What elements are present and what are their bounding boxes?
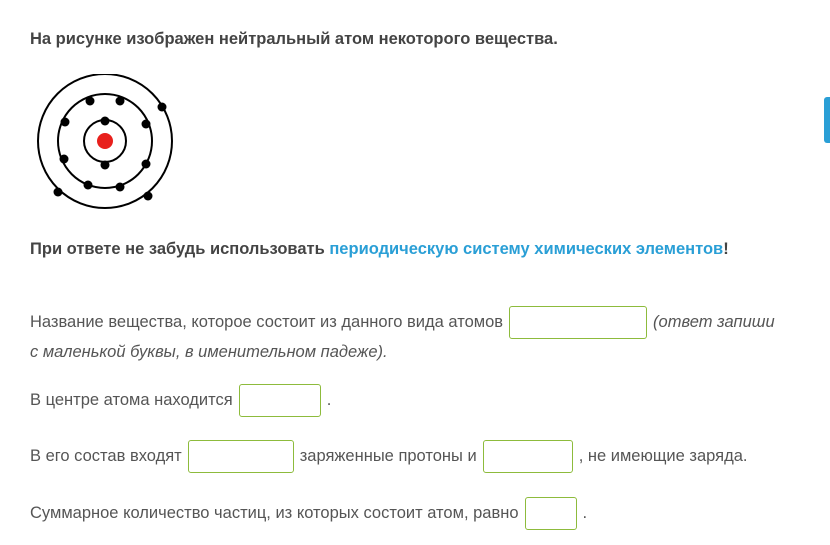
- q2-prefix: В центре атома находится: [30, 391, 233, 409]
- particle-count-input[interactable]: [525, 497, 577, 530]
- q4-prefix: Суммарное количество частиц, из которых состоит атом, равно: [30, 504, 519, 522]
- task-title: На рисунке изображен нейтральный атом некоторого вещества.: [30, 30, 558, 48]
- question-4: [30, 497, 587, 530]
- proton-charge-input[interactable]: [188, 440, 294, 473]
- electron: [158, 103, 167, 112]
- reminder-suffix: !: [723, 240, 729, 258]
- electron: [144, 192, 153, 201]
- substance-name-input[interactable]: [509, 306, 647, 339]
- electron: [101, 117, 110, 126]
- atom-diagram: [30, 74, 180, 214]
- question-1: [30, 306, 775, 339]
- atom-center-input[interactable]: [239, 384, 321, 417]
- q1-note: (ответ запиши: [653, 313, 775, 331]
- electron: [84, 181, 93, 190]
- q2-suffix: .: [326, 391, 332, 409]
- electron: [142, 160, 151, 169]
- q1-prefix: Название вещества, которое состоит из данного вида атомов: [30, 313, 504, 331]
- neutral-particles-input[interactable]: [483, 440, 573, 473]
- periodic-table-reminder: [30, 240, 729, 259]
- q4-suffix: .: [582, 504, 588, 522]
- electron: [142, 120, 151, 129]
- electron: [101, 161, 110, 170]
- q3-middle: заряженные протоны и: [299, 447, 477, 465]
- electron: [54, 188, 63, 197]
- electron: [116, 183, 125, 192]
- nucleus: [97, 133, 113, 149]
- electron: [60, 155, 69, 164]
- electron: [116, 97, 125, 106]
- q3-prefix: В его состав входят: [30, 447, 182, 465]
- electron: [61, 118, 70, 127]
- periodic-table-link[interactable]: периодическую систему химических элементов: [329, 240, 724, 258]
- reminder-prefix: При ответе не забудь использовать: [30, 240, 330, 258]
- question-2: [30, 384, 331, 417]
- question-3: [30, 440, 747, 473]
- q1-note-continuation: с маленькой буквы, в именительном падеже).: [30, 343, 388, 361]
- electron: [86, 97, 95, 106]
- q3-suffix: , не имеющие заряда.: [578, 447, 748, 465]
- scrollbar-thumb[interactable]: [824, 97, 830, 143]
